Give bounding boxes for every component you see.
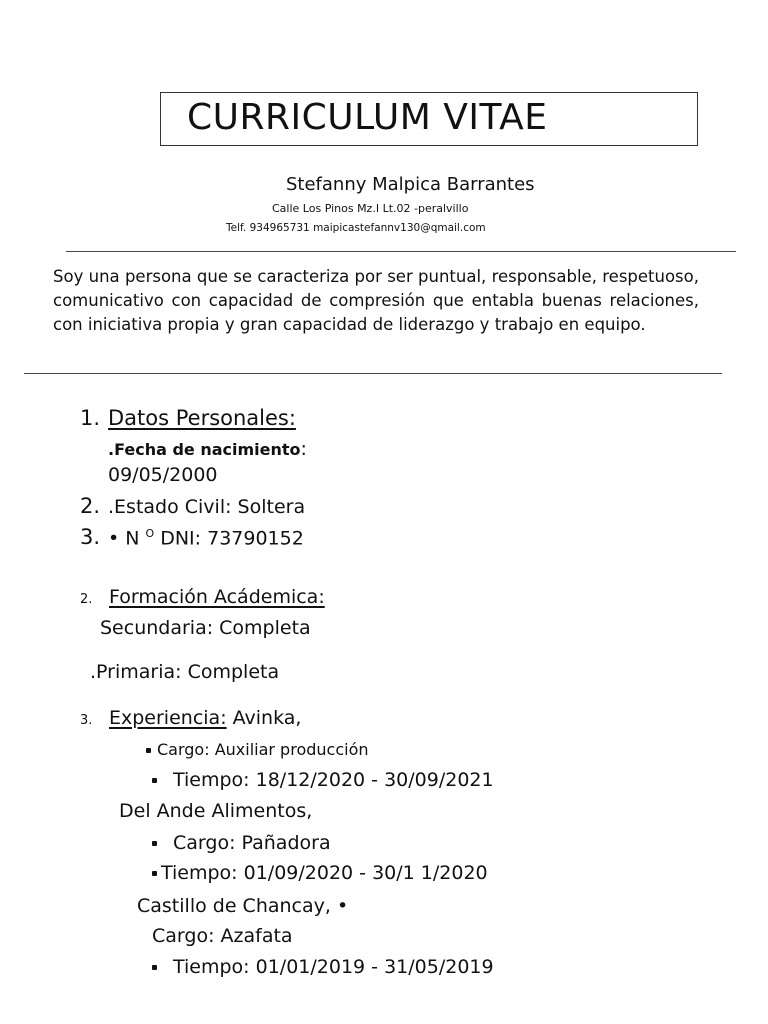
education-section-heading: Formación Acádemica: xyxy=(109,586,325,608)
candidate-name: Stefanny Malpica Barrantes xyxy=(286,174,535,195)
education-secondary: Secundaria: Completa xyxy=(100,617,311,639)
summary-divider xyxy=(24,373,722,374)
experience-heading-row xyxy=(109,707,301,729)
bullet-icon xyxy=(152,965,157,970)
birth-date-label-row xyxy=(108,438,307,460)
header-divider xyxy=(66,251,736,252)
candidate-address: Calle Los Pinos Mz.I Lt.02 -peralvillo xyxy=(272,202,469,215)
job-1-time-row xyxy=(152,769,494,791)
bullet-icon xyxy=(152,841,157,846)
bullet-icon xyxy=(152,778,157,783)
job-1-time: Tiempo: 18/12/2020 - 30/09/2021 xyxy=(173,769,494,791)
title-box xyxy=(160,92,698,146)
job-2-role: Cargo: Pañadora xyxy=(173,832,331,854)
experience-company-3: Castillo de Chancay, • xyxy=(137,895,349,917)
dni-superscript: O xyxy=(145,527,155,540)
candidate-contact: Telf. 934965731 maipicastefannv130@qmail.com xyxy=(226,222,486,234)
experience-company-2: Del Ande Alimentos, xyxy=(119,800,313,822)
job-3-time: Tiempo: 01/01/2019 - 31/05/2019 xyxy=(173,956,494,978)
education-section-number: 2. xyxy=(80,592,93,607)
document-title: CURRICULUM VITAE xyxy=(187,97,548,138)
job-1-role-row xyxy=(146,740,369,759)
dni-number: 3. xyxy=(80,525,101,549)
birth-date-label: .Fecha de nacimiento xyxy=(108,440,301,459)
personal-section-number: 1. xyxy=(80,406,101,430)
experience-company-1: Avinka, xyxy=(226,707,302,729)
job-3-role: Cargo: Azafata xyxy=(152,925,293,947)
dni-row xyxy=(108,527,304,549)
job-2-time: Tiempo: 01/09/2020 - 30/1 1/2020 xyxy=(161,862,488,884)
dni-prefix: • N xyxy=(108,527,146,550)
experience-section-number: 3. xyxy=(80,713,93,728)
civil-status: .Estado Civil: Soltera xyxy=(108,496,306,518)
job-2-time-row xyxy=(152,862,488,884)
job-2-role-row xyxy=(152,832,331,854)
profile-summary: Soy una persona que se caracteriza por ser puntual, responsable, respetuoso, comunicativo con capacidad de compresión que entabla buenas relaciones, con iniciativa propia y gran capacidad de liderazgo y trabajo en equipo. xyxy=(53,267,699,334)
education-primary: .Primaria: Completa xyxy=(90,661,280,683)
experience-section-heading: Experiencia: xyxy=(109,707,227,729)
job-3-time-row xyxy=(152,956,494,978)
civil-status-number: 2. xyxy=(80,494,101,518)
bullet-icon xyxy=(152,871,157,876)
bullet-icon xyxy=(146,748,151,753)
birth-date-colon: : xyxy=(300,438,307,460)
personal-section-heading: Datos Personales: xyxy=(108,406,296,430)
birth-date-value: 09/05/2000 xyxy=(108,464,218,486)
dni-value: DNI: 73790152 xyxy=(154,527,304,550)
job-1-role: Cargo: Auxiliar producción xyxy=(157,740,369,759)
